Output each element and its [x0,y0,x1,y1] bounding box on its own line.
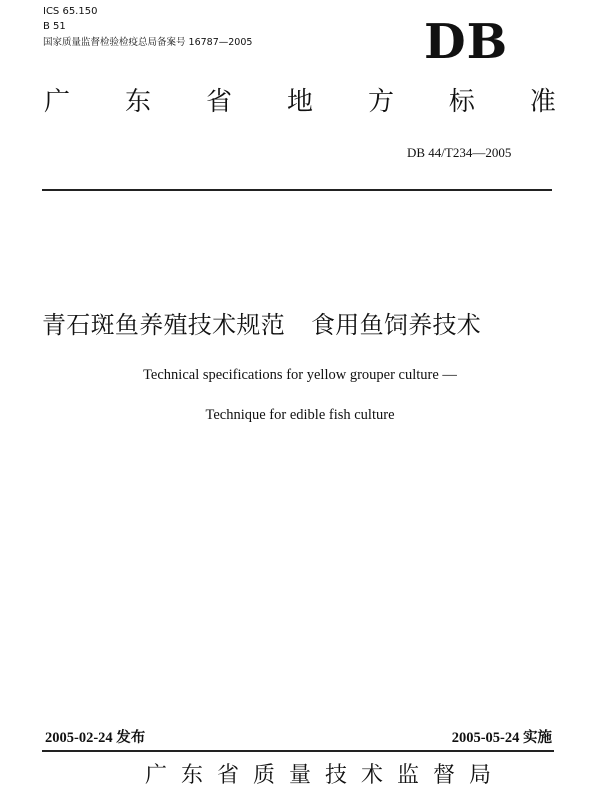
footer-divider [42,750,554,752]
standard-type-char: 广 [44,87,71,117]
title-chinese [42,308,481,342]
title-chinese-sub: 食用鱼饲养技术 [311,311,482,339]
issuer-name: 广东省质量技术监督局 [145,763,506,788]
standard-type-heading [44,84,556,120]
db-logo: DB [424,14,509,70]
clc-code: B 51 [43,21,66,32]
standard-type-char: 东 [124,87,151,117]
standard-type-char: 方 [367,87,394,117]
standard-type-char: 标 [448,87,475,117]
issue-date: 2005-02-24 发布 [45,730,146,746]
header-divider [42,189,552,191]
title-english-line-1: Technical specifications for yellow grouper culture — [143,367,457,383]
title-chinese-main: 青石斑鱼养殖技术规范 [42,311,285,339]
standard-number: DB 44/T234—2005 [407,145,512,160]
ics-code: ICS 65.150 [43,6,98,17]
standard-type-char: 地 [286,87,313,117]
title-english-line-2: Technique for edible fish culture [205,407,395,423]
filing-number: 国家质量监督检验检疫总局备案号 16787—2005 [43,37,253,48]
standard-type-char: 准 [529,87,556,117]
standard-type-char: 省 [205,87,232,117]
implementation-date: 2005-05-24 实施 [451,730,552,746]
